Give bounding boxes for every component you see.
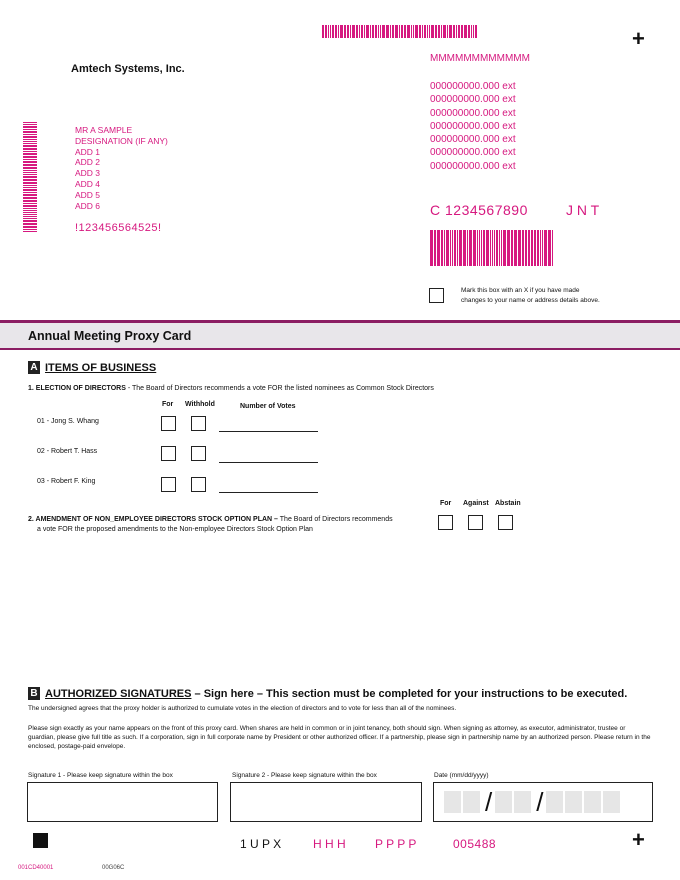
barcode-bar [356, 25, 358, 38]
barcode-bar [468, 25, 470, 38]
barcode-bar [23, 214, 37, 215]
barcode-bar [23, 174, 37, 175]
address-line: ADD 3 [75, 168, 101, 179]
barcode-bar [23, 170, 37, 171]
barcode-bar [477, 230, 478, 266]
barcode-bar [534, 230, 536, 266]
barcode-bar [386, 25, 389, 38]
barcode-bar [458, 25, 460, 38]
col2-abstain: Abstain [495, 500, 521, 507]
item2-against-checkbox[interactable] [468, 515, 483, 530]
barcode-bar [471, 25, 472, 38]
barcode-bar [392, 25, 394, 38]
barcode-bar [23, 151, 37, 152]
barcode-bar [507, 230, 510, 266]
barcode-bar [335, 25, 337, 38]
company-name: Amtech Systems, Inc. [71, 63, 185, 75]
barcode-bar [352, 25, 355, 38]
nominee-1-votes-field[interactable] [219, 418, 318, 432]
registration-mark-top: + [632, 26, 645, 51]
barcode-bar [441, 25, 442, 38]
barcode-bar [23, 172, 37, 173]
nominee-2-votes-field[interactable] [219, 449, 318, 463]
barcode-bar [23, 136, 37, 138]
barcode-bar [370, 25, 371, 38]
address-line: ADD 4 [75, 178, 101, 189]
barcode-bar [464, 25, 467, 38]
barcode-bar [378, 25, 379, 38]
barcode-bar [23, 145, 37, 147]
barcode-bar [23, 203, 37, 204]
barcode-bar [453, 25, 455, 38]
barcode-bar [23, 216, 37, 217]
barcode-bar [23, 176, 37, 178]
section-b-title-rest: – Sign here – This section must be completed for your instructions to be executed. [191, 687, 628, 700]
barcode-bar [347, 25, 349, 38]
barcode-bar [438, 25, 440, 38]
barcode-bar [518, 230, 521, 266]
barcode-bar [395, 25, 398, 38]
barcode-bar [431, 25, 434, 38]
barcode-bar [23, 129, 37, 130]
barcode-bar [437, 230, 440, 266]
date-day-2[interactable] [514, 791, 531, 813]
barcode-bar [415, 25, 418, 38]
barcode-bar [511, 230, 513, 266]
item2-label: 2. AMENDMENT OF NON_EMPLOYEE DIRECTORS STOCK OPTION PLAN – [28, 516, 278, 523]
barcode-bar [23, 161, 37, 163]
barcode-bar [23, 139, 37, 140]
mmm-code: MMMMMMMMMMMM [430, 53, 530, 64]
footer-code-1: 1 U P X [240, 837, 282, 851]
ext-line: 000000000.000 ext [430, 134, 516, 146]
barcode-bar [424, 25, 426, 38]
address-change-text-2: changes to your name or address details above. [461, 297, 600, 304]
barcode-bar [399, 25, 400, 38]
barcode-bar [450, 230, 451, 266]
barcode-bar [23, 143, 37, 144]
barcode-bar [23, 131, 37, 133]
address-change-checkbox[interactable] [429, 288, 444, 303]
barcode-bar [441, 230, 443, 266]
footer-code-4: 005488 [453, 837, 497, 851]
address-line: ADD 5 [75, 189, 101, 200]
date-year-4[interactable] [603, 791, 620, 813]
nominee-1-withhold-checkbox[interactable] [191, 416, 206, 431]
barcode-bar [23, 124, 37, 125]
barcode-bar [330, 25, 331, 38]
barcode-bar [23, 148, 37, 150]
barcode-bar [486, 230, 489, 266]
item1-label: 1. ELECTION OF DIRECTORS [28, 385, 126, 392]
top-barcode [322, 25, 478, 38]
nominee-3-name: 03 - Robert F. King [37, 478, 96, 485]
barcode-bar [361, 25, 363, 38]
barcode-bar [23, 122, 37, 123]
signature-1-box[interactable] [27, 782, 218, 822]
nominee-3-votes-field[interactable] [219, 479, 318, 493]
section-b-title-underlined: AUTHORIZED SIGNATURES [45, 687, 192, 700]
footer-code-3: P P P P [375, 837, 417, 851]
ext-line: 000000000.000 ext [430, 107, 516, 119]
footer-black-square [33, 833, 48, 848]
barcode-bar [429, 25, 430, 38]
barcode-bar [350, 25, 351, 38]
barcode-bar [322, 25, 324, 38]
address-line: ADD 1 [75, 146, 101, 157]
date-month-1[interactable] [444, 791, 461, 813]
barcode-bar [467, 230, 468, 266]
account-number: C 1234567890 [430, 202, 528, 218]
barcode-bar [23, 141, 37, 142]
item1-description [28, 385, 434, 392]
address-line: DESIGNATION (IF ANY) [75, 135, 168, 146]
barcode-bar [542, 230, 543, 266]
nominee-3-withhold-checkbox[interactable] [191, 477, 206, 492]
barcode-bar [390, 25, 391, 38]
barcode-bar [380, 25, 381, 38]
barcode-bar [481, 230, 482, 266]
signature-2-box[interactable] [230, 782, 422, 822]
address-line: ADD 2 [75, 157, 101, 168]
item2-text-1: The Board of Directors recommends [277, 516, 393, 523]
address-code: !123456564525! [75, 222, 162, 234]
section-b-header [28, 687, 627, 700]
barcode-bar [23, 189, 37, 191]
date-month-2[interactable] [463, 791, 480, 813]
date-year-3[interactable] [584, 791, 601, 813]
section-b-para-1: The undersigned agrees that the proxy holder is authorized to cumulate votes in the election of directors and to vote for less than all of the nominees. [28, 705, 457, 712]
barcode-bar [456, 25, 457, 38]
date-day-1[interactable] [495, 791, 512, 813]
barcode-bar [463, 230, 466, 266]
barcode-bar [23, 208, 37, 209]
barcode-bar [340, 25, 343, 38]
barcode-bar [548, 230, 551, 266]
date-year-2[interactable] [565, 791, 582, 813]
barcode-bar [496, 230, 498, 266]
section-a-title: ITEMS OF BUSINESS [45, 361, 157, 374]
barcode-bar [23, 210, 37, 211]
barcode-bar [447, 25, 448, 38]
left-vertical-barcode [23, 122, 37, 233]
barcode-bar [461, 25, 463, 38]
section-a-letter: A [28, 361, 40, 374]
registration-mark-bottom: + [632, 827, 645, 852]
barcode-bar [23, 229, 37, 230]
barcode-bar [23, 164, 37, 166]
nominee-2-withhold-checkbox[interactable] [191, 446, 206, 461]
barcode-bar [344, 25, 346, 38]
barcode-bar [528, 230, 530, 266]
barcode-bar [469, 230, 472, 266]
barcode-bar [328, 25, 329, 38]
address-line: MR A SAMPLE [75, 125, 133, 135]
item2-abstain-checkbox[interactable] [498, 515, 513, 530]
barcode-bar [23, 156, 37, 158]
barcode-bar [503, 230, 506, 266]
nominee-2-name: 02 - Robert T. Hass [37, 448, 98, 455]
barcode-bar [23, 223, 37, 225]
barcode-bar [454, 230, 456, 266]
address-block [75, 125, 168, 211]
barcode-bar [525, 230, 527, 266]
barcode-bar [404, 25, 406, 38]
barcode-bar [23, 185, 37, 186]
barcode-bar [435, 25, 437, 38]
barcode-bar [544, 230, 547, 266]
barcode-bar [459, 230, 462, 266]
barcode-bar [382, 25, 385, 38]
barcode-bar [338, 25, 339, 38]
col-for: For [162, 401, 174, 408]
barcode-bar [501, 230, 502, 266]
footer-code-2: H H H [313, 837, 346, 851]
barcode-bar [483, 230, 485, 266]
footer-left-code-2: 00G06C [102, 865, 125, 871]
barcode-bar [332, 25, 334, 38]
ext-line: 000000000.000 ext [430, 160, 516, 172]
barcode-bar [479, 230, 480, 266]
col2-against: Against [463, 500, 489, 507]
barcode-bar [473, 25, 474, 38]
barcode-bar [401, 25, 403, 38]
barcode-bar [23, 153, 37, 155]
date-slash-2: / [536, 787, 544, 817]
barcode-bar [23, 187, 37, 188]
barcode-bar [23, 159, 37, 160]
date-slash-1: / [485, 787, 493, 817]
barcode-bar [422, 25, 423, 38]
barcode-bar [475, 25, 477, 38]
barcode-bar [23, 212, 37, 213]
barcode-bar [446, 230, 449, 266]
barcode-bar [23, 179, 37, 181]
barcode-bar [23, 182, 37, 184]
barcode-bar [325, 25, 327, 38]
section-b-letter: B [28, 687, 40, 700]
account-suffix: J N T [566, 202, 600, 218]
date-year-1[interactable] [546, 791, 563, 813]
barcode-bar [23, 226, 37, 228]
ext-line: 000000000.000 ext [430, 120, 516, 132]
banner-title: Annual Meeting Proxy Card [28, 329, 192, 343]
barcode-bar [366, 25, 369, 38]
barcode-bar [407, 25, 410, 38]
barcode-bar [499, 230, 500, 266]
barcode-bar [411, 25, 412, 38]
barcode-bar [372, 25, 374, 38]
barcode-bar [514, 230, 517, 266]
barcode-bar [359, 25, 360, 38]
ext-line: 000000000.000 ext [430, 147, 516, 159]
section-a-header [28, 361, 156, 374]
col-withhold: Withhold [185, 401, 215, 408]
nominee-2-for-checkbox[interactable] [161, 446, 176, 461]
barcode-bar [419, 25, 421, 38]
barcode-bar [443, 25, 446, 38]
ext-line: 000000000.000 ext [430, 94, 516, 106]
barcode-bar [552, 230, 553, 266]
item2-line-1 [28, 516, 393, 523]
item1-text: - The Board of Directors recommends a vote FOR the listed nominees as Common Stock Directors [125, 385, 434, 392]
nominee-1-for-checkbox[interactable] [161, 416, 176, 431]
barcode-bar [23, 167, 37, 169]
nominee-1-name: 01 - Jong S. Whang [37, 418, 99, 425]
barcode-bar [492, 230, 493, 266]
barcode-bar [23, 218, 37, 219]
barcode-bar [537, 230, 539, 266]
barcode-bar [494, 230, 495, 266]
barcode-bar [444, 230, 445, 266]
barcode-bar [449, 25, 452, 38]
nominee-3-for-checkbox[interactable] [161, 477, 176, 492]
barcode-bar [23, 220, 37, 222]
barcode-bar [473, 230, 476, 266]
barcode-bar [427, 25, 428, 38]
barcode-bar [23, 134, 37, 135]
barcode-bar [531, 230, 533, 266]
col-number-of-votes: Number of Votes [240, 403, 296, 410]
barcode-bar [23, 200, 37, 202]
barcode-bar [413, 25, 414, 38]
banner-bottom-rule [0, 348, 680, 350]
ext-line: 000000000.000 ext [430, 81, 516, 92]
date-label: Date (mm/dd/yyyy) [434, 772, 489, 779]
barcode-bar [452, 230, 453, 266]
item2-for-checkbox[interactable] [438, 515, 453, 530]
signature-2-label: Signature 2 - Please keep signature within the box [232, 772, 377, 779]
barcode-bar [364, 25, 365, 38]
barcode-bar [23, 205, 37, 207]
barcode-bar [23, 192, 37, 193]
barcode-bar [23, 197, 37, 199]
barcode-bar [457, 230, 458, 266]
barcode-bar [23, 126, 37, 128]
barcode-bar [522, 230, 524, 266]
signature-1-label: Signature 1 - Please keep signature within the box [28, 772, 173, 779]
col2-for: For [440, 500, 452, 507]
right-barcode [430, 230, 554, 266]
date-box[interactable] [433, 782, 653, 822]
barcode-bar [434, 230, 436, 266]
barcode-bar [23, 231, 37, 232]
address-change-text-1: Mark this box with an X if you have made [461, 287, 580, 294]
barcode-bar [490, 230, 491, 266]
ext-lines [430, 80, 516, 173]
barcode-bar [430, 230, 433, 266]
section-b-para-2: Please sign exactly as your name appears on the front of this proxy card. When shares are held in common or in joint tenancy, both should sign. When signing as attorney, as executor, administrator, trustee or guardian, please give full title as such. If a corporation, sign in full corporate name by President or other authorized officer. If a partnership, please sign in partnership name by an authorized person. Please return in the enclosed, postage-paid envelope. [28, 725, 651, 750]
footer-left-code-1: 001CD40001 [18, 865, 54, 871]
barcode-bar [23, 194, 37, 196]
barcode-bar [375, 25, 377, 38]
barcode-bar [540, 230, 541, 266]
address-line: ADD 6 [75, 200, 101, 211]
item2-line-2: a vote FOR the proposed amendments to the Non-employee Directors Stock Option Plan [37, 526, 313, 533]
